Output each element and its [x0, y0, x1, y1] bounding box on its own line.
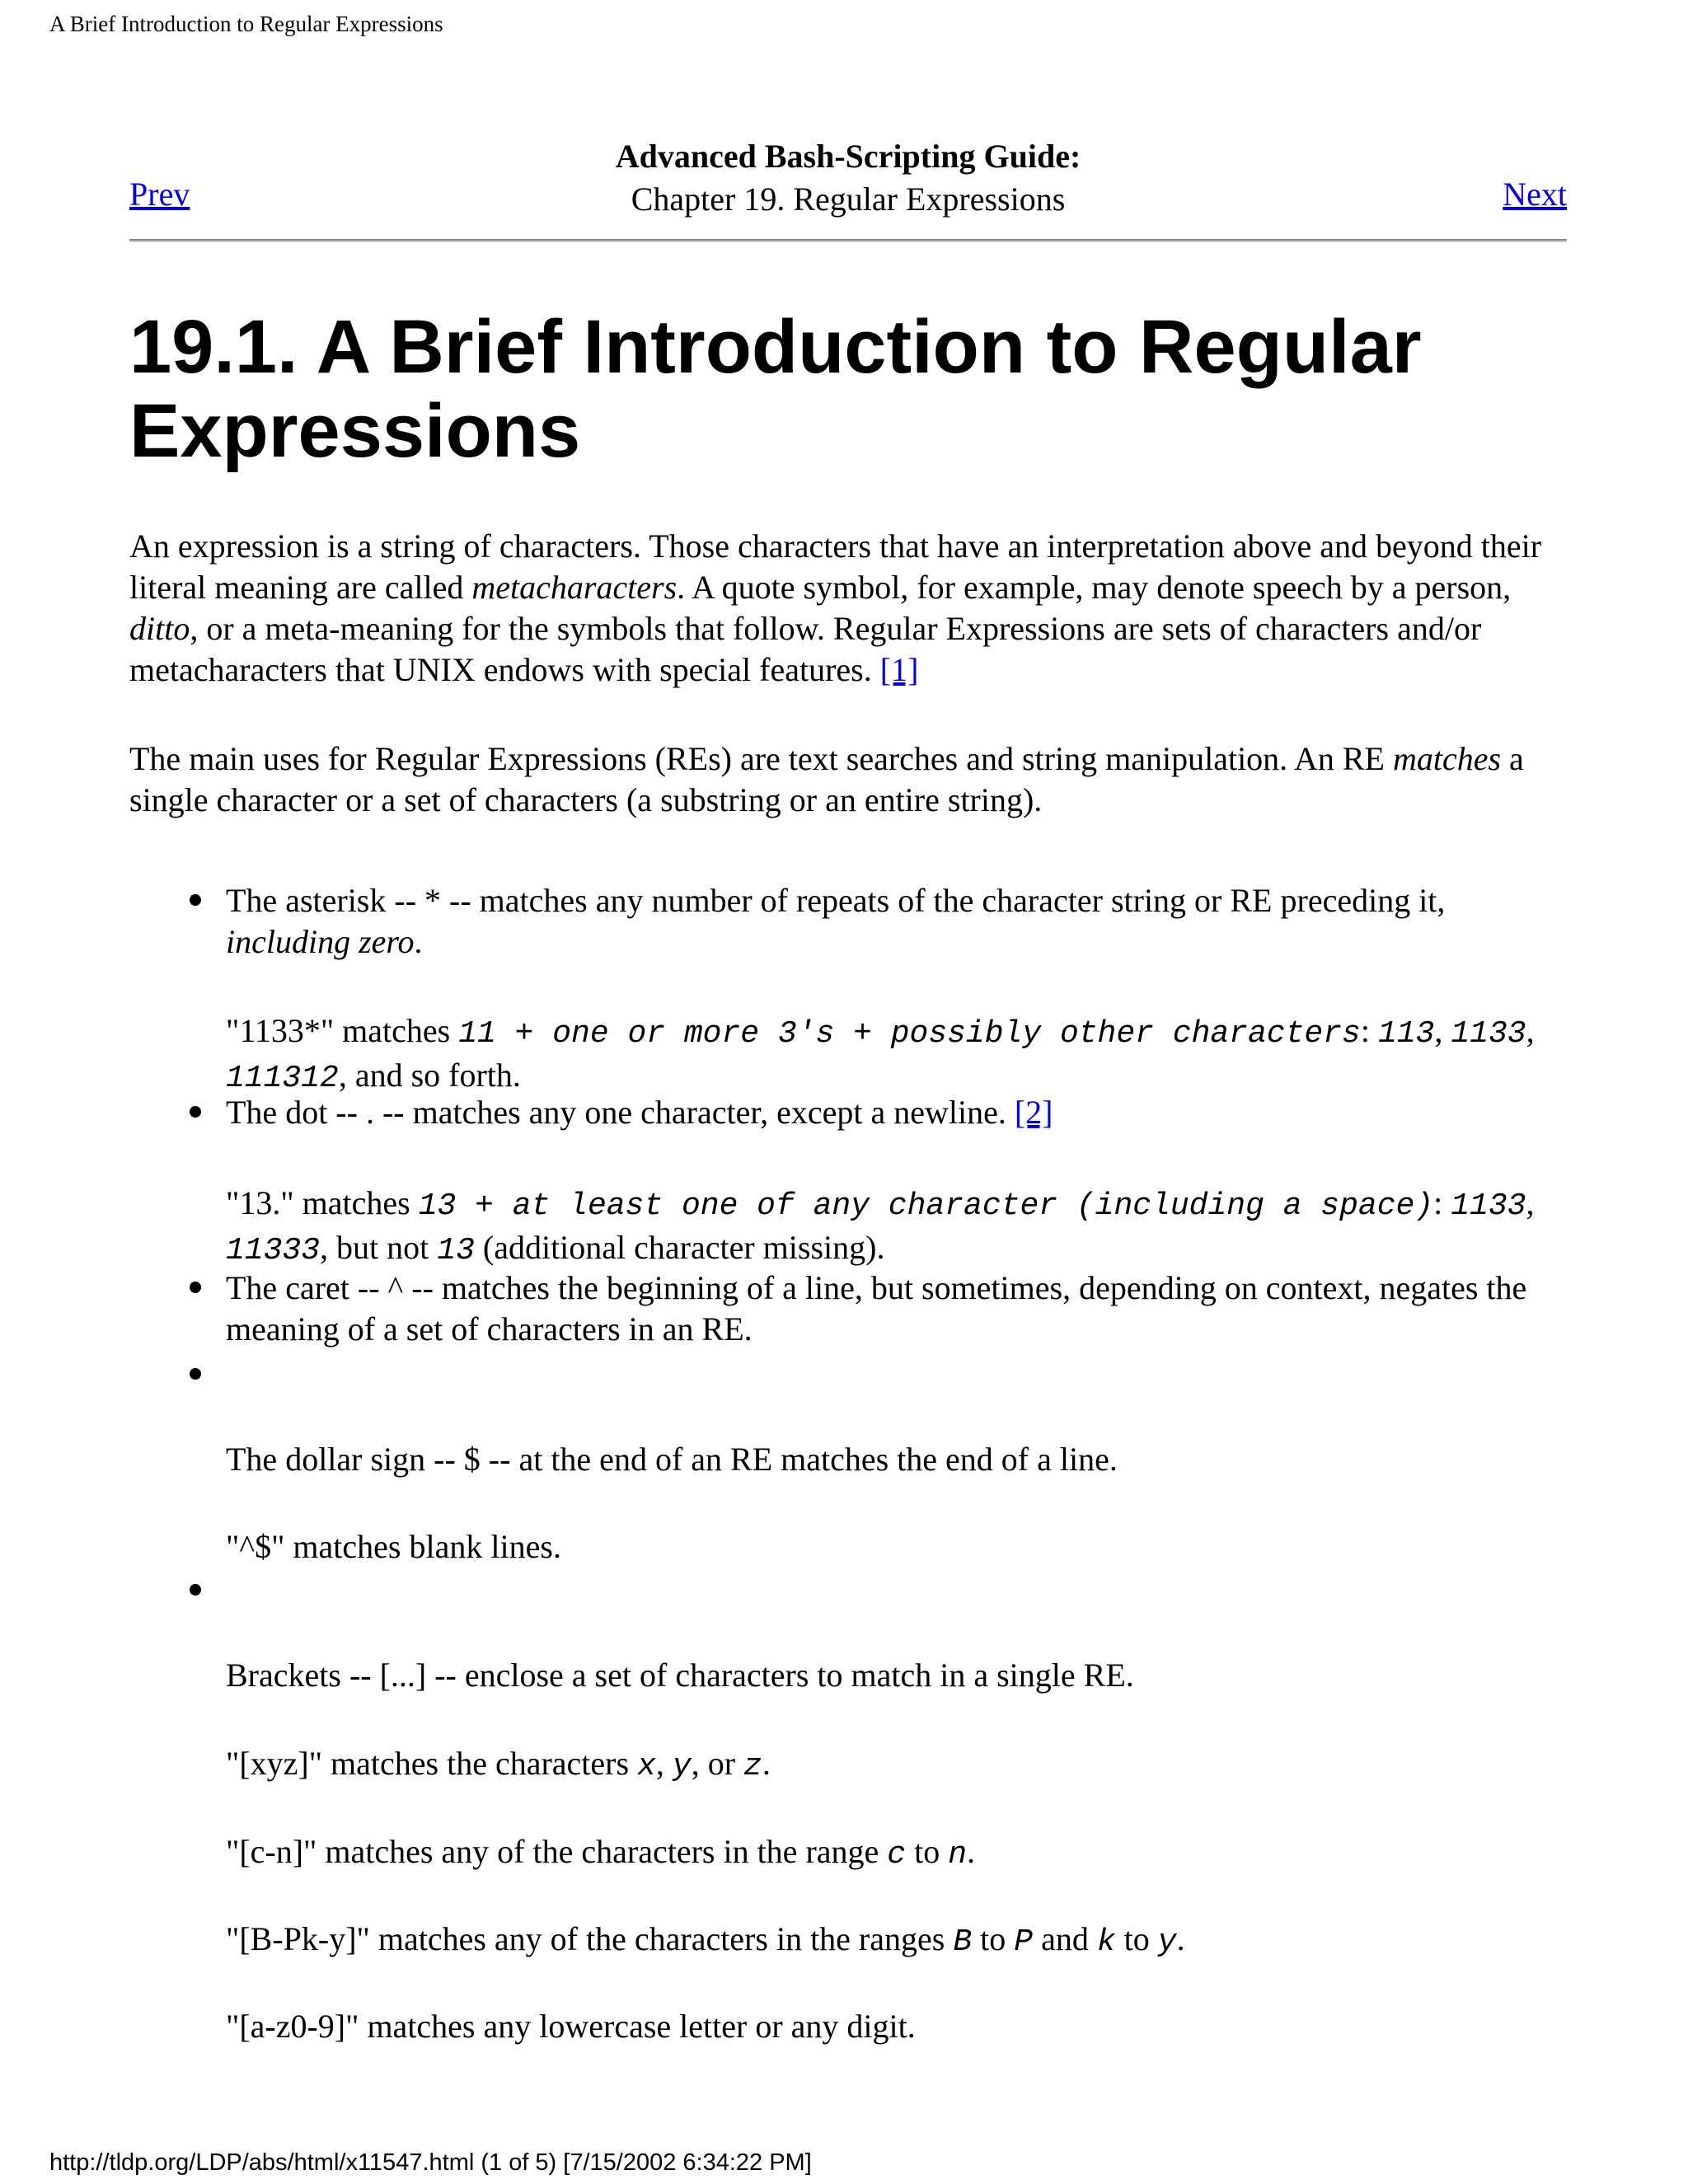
example-text: "[a-z0-9]" matches any lowercase letter or any digit. [226, 2008, 916, 2045]
example-code: 11333 [226, 1233, 321, 1268]
metacharacters-term: metacharacters [471, 569, 678, 606]
comma: , [1526, 1184, 1535, 1221]
dollar-example [226, 1526, 1567, 1568]
comma: , [1526, 1012, 1535, 1049]
period: . [762, 1745, 771, 1782]
comma: , [1434, 1012, 1451, 1049]
bullet-icon [190, 1584, 209, 1604]
prev-link[interactable]: Prev [129, 176, 190, 213]
brackets-text: Brackets -- [...] -- enclose a set of characters to match in a single RE. [226, 1657, 1134, 1694]
example-text: (additional character missing). [474, 1229, 885, 1266]
example-text: "[c-n]" matches any of the characters in the range [226, 1833, 888, 1870]
bullet-icon [190, 1282, 209, 1301]
uses-text-2: a single character or a set of characters (a substring or an entire string). [129, 740, 1524, 818]
print-header: A Brief Introduction to Regular Expressions [49, 12, 443, 36]
guide-title: Advanced Bash-Scripting Guide: [615, 138, 1081, 175]
period: . [1176, 1920, 1185, 1957]
dot-example [226, 1183, 1567, 1272]
example-text: "13." matches [226, 1184, 419, 1221]
footnote-link-1[interactable]: [1] [879, 651, 919, 688]
print-footer: http://tldp.org/LDP/abs/html/x11547.html (1 of 5) [7/15/2002 6:34:22 PM] [49, 2149, 812, 2176]
example-text: : [1433, 1184, 1451, 1221]
example-code: n [948, 1837, 968, 1872]
dollar-text: The dollar sign -- $ -- at the end of an RE matches the end of a line. [226, 1441, 1118, 1478]
ditto-term: ditto [129, 610, 190, 647]
brackets-example-1 [226, 1743, 1567, 1788]
asterisk-item [226, 880, 1567, 963]
bullet-icon [190, 894, 209, 914]
example-text: , or [691, 1745, 744, 1782]
navigation-header [129, 132, 1567, 231]
asterisk-text: The asterisk -- * -- matches any number of repeats of the character string or RE preceding it, [226, 882, 1446, 919]
uses-text-1: The main uses for Regular Expressions (REs) are text searches and string manipulation. An RE [129, 740, 1393, 777]
matches-term: matches [1392, 740, 1502, 777]
example-text: to [1115, 1920, 1158, 1957]
example-code: 13 [437, 1233, 475, 1268]
example-code: y [1157, 1924, 1177, 1960]
example-text: to [972, 1920, 1015, 1957]
example-code: 11 + one or more 3's + possibly other characters [458, 1016, 1361, 1052]
example-text: and [1033, 1920, 1097, 1957]
example-code: x [637, 1749, 656, 1784]
intro-text-2: . A quote symbol, for example, may denote speech by a person, [677, 569, 1512, 606]
intro-text-1: An expression is a string of characters. Those characters that have an interpretation above and beyond their literal meaning are called [129, 527, 1542, 606]
example-code: 113 [1377, 1016, 1435, 1052]
example-text: "^$" matches blank lines. [226, 1528, 561, 1565]
bullet-icon [190, 1106, 209, 1126]
bullet-icon [190, 1368, 209, 1388]
brackets-example-2 [226, 1831, 1567, 1876]
example-code: 1133 [1451, 1188, 1526, 1224]
example-code: 111312 [226, 1061, 339, 1096]
example-text: to [906, 1833, 949, 1870]
including-zero-term: including zero [226, 923, 415, 960]
chapter-title: Chapter 19. Regular Expressions [631, 180, 1066, 218]
example-code: 1133 [1451, 1016, 1526, 1052]
example-text: "1133*" matches [226, 1012, 459, 1049]
section-heading: 19.1. A Brief Introduction to Regular Expressions [129, 305, 1422, 473]
asterisk-example [226, 1010, 1567, 1099]
dollar-item [226, 1439, 1567, 1480]
example-text: "[xyz]" matches the characters [226, 1745, 638, 1782]
example-code: B [953, 1924, 973, 1960]
header-divider [129, 239, 1567, 242]
example-code: y [672, 1749, 692, 1784]
brackets-example-3 [226, 1919, 1567, 1963]
period: . [967, 1833, 976, 1870]
intro-text-3: , or a meta-meaning for the symbols that follow. Regular Expressions are sets of characters and/or metacharacters that UNIX endows with special features. [129, 610, 1482, 688]
uses-paragraph [129, 738, 1567, 821]
example-code: 13 + at least one of any character (including a space) [418, 1188, 1434, 1224]
intro-paragraph [129, 526, 1567, 691]
example-code: c [887, 1837, 907, 1872]
example-code: P [1014, 1924, 1034, 1960]
dot-text: The dot -- . -- matches any one character, except a newline. [226, 1094, 1015, 1131]
dot-item [226, 1092, 1567, 1133]
example-code: k [1096, 1924, 1116, 1960]
caret-text: The caret -- ^ -- matches the beginning of a line, but sometimes, depending on context, negates the meaning of a set of characters in an RE. [226, 1269, 1527, 1347]
example-text: "[B-Pk-y]" matches any of the characters in the ranges [226, 1920, 954, 1957]
example-text: , but not [320, 1229, 438, 1266]
footnote-link-2[interactable]: [2] [1014, 1094, 1053, 1131]
example-code: z [743, 1749, 762, 1784]
brackets-example-4 [226, 2006, 1567, 2047]
example-text: , and so forth. [338, 1057, 521, 1094]
brackets-item [226, 1655, 1567, 1696]
caret-item [226, 1268, 1567, 1350]
period: . [414, 923, 423, 960]
next-link[interactable]: Next [1503, 176, 1567, 213]
comma: , [655, 1745, 673, 1782]
example-text: : [1360, 1012, 1378, 1049]
